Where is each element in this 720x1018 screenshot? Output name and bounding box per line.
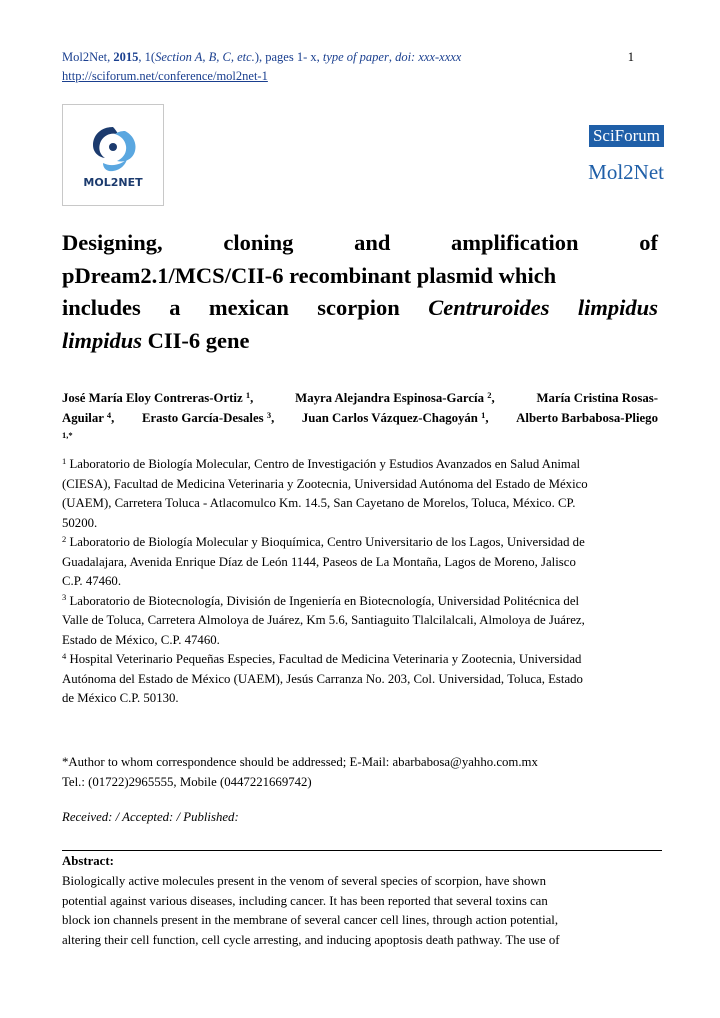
- logo-wordmark: MOL2NET: [83, 176, 143, 189]
- abstract-line: Biologically active molecules present in the venom of several species of scorpion, have shown: [62, 874, 547, 888]
- journal-citation-header: Mol2Net, 2015, 1(Section A, B, C, etc.), pages 1- x, type of paper, doi: xxx-xxxx 1: [62, 50, 634, 64]
- abstract-line: block ion channels present in the membrane of several cancer cell lines, through action potential,: [62, 913, 559, 927]
- mol2net-swirl-icon: [63, 105, 163, 205]
- affiliation-4: $^4$ Hospital Veterinario Pequeñas Especies, Facultad de Medicina Veterinaria y Zootecnia, Universidad: [62, 650, 582, 666]
- abstract-line: potential against various diseases, including cancer. It has been reported that several toxins can: [62, 893, 548, 908]
- author-name: Mayra Alejandra Espinosa-García: [295, 391, 484, 405]
- author-list: [62, 388, 658, 448]
- paper-title: [62, 227, 658, 357]
- journal-sections: Section A, B, C, etc.: [155, 50, 255, 64]
- journal-year: 2015: [113, 50, 139, 64]
- title-line-1: Designing, cloning and amplification of: [62, 230, 658, 255]
- page-number: 1: [627, 50, 634, 64]
- journal-volume: 1: [144, 50, 151, 64]
- mol2net-brand: Mol2Net: [588, 160, 664, 184]
- abstract-heading: Abstract:: [62, 854, 114, 868]
- species-genus: Centruroides: [428, 295, 550, 320]
- species-subspecies: limpidus: [62, 327, 143, 353]
- affiliations: $^1$ Laboratorio de Biología Molecular, Centro de Investigación y Estudios Avanzados en Salud Animal (CIESA), Facultad de Medicina Veterinaria y Zootecnia, Universidad Autónoma del Estado de México (UAEM), Carretera Toluca - Atlacomulco Km. 14.5, San Cayetano de Morelos, Toluca, México. CP. 50200. $^2$ Laboratorio de Biología Molecular y Bioquímica, Centro Universitario de los Lagos, Universidad de Guadalajara, Avenida Enrique Díaz de León 1144, Paseos de La Montaña, Lagos de Moreno, Jalisco C.P. 47460. $^3$ Laboratorio de Biotecnología, División de Ingeniería en Biotecnología, Universidad Politécnica del Valle de Toluca, Carretera Almoloya de Juárez, Km 5.6, Santiaguito Tlalcilalcali, Almoloya de Juárez, Estado de México, C.P. 47460. $^4$ Hospital Veterinario Pequeñas Especies, Facultad de Medicina Veterinaria y Zootecnia, Universidad Autónoma del Estado de México (UAEM), Jesús Carranza No. 203, Col. Universidad, Toluca, Estado de México C.P. 50130.: [62, 455, 658, 709]
- affiliation-3: $^3$ Laboratorio de Biotecnología, División de Ingeniería en Biotecnología, Universidad Politécnica del: [62, 592, 580, 608]
- journal-name: Mol2Net: [62, 50, 108, 64]
- author-name: Juan Carlos Vázquez-Chagoyán: [301, 411, 478, 425]
- affiliation-1: $^1$ Laboratorio de Biología Molecular, Centro de Investigación y Estudios Avanzados en Salud Animal: [62, 455, 581, 471]
- correspondence: [62, 753, 658, 792]
- species-epithet: limpidus: [577, 295, 658, 320]
- journal-doi: doi: xxx-xxxx: [395, 50, 462, 64]
- correspondence-phone: Tel.: (01722)2965555, Mobile (0447221669742): [62, 774, 312, 789]
- title-line-3: includes a mexican scorpion Centruroides limpidus: [62, 292, 658, 325]
- author-line-3: 1,*: [62, 429, 73, 440]
- correspondence-email: *Author to whom correspondence should be addressed; E-Mail: abarbabosa@yahho.com.mx: [62, 755, 538, 769]
- author-line-2: Aguilar $^4$, Erasto García-Desales $^3$, Juan Carlos Vázquez-Chagoyán $^1$, Alberto Barbabosa-Pliego: [62, 409, 658, 425]
- abstract-body: [62, 872, 627, 950]
- conference-url-link[interactable]: http://sciforum.net/conference/mol2net-1: [62, 69, 268, 83]
- author-name: Alberto Barbabosa-Pliego: [516, 411, 658, 425]
- section-divider: [62, 850, 662, 851]
- author-line-1: José María Eloy Contreras-Ortiz $^1$, Mayra Alejandra Espinosa-García $^2$, María Cristina Rosas-: [62, 389, 658, 405]
- mol2net-logo: [62, 104, 164, 206]
- affiliation-2: $^2$ Laboratorio de Biología Molecular y Bioquímica, Centro Universitario de los Lagos, Universidad de: [62, 533, 585, 549]
- publication-dates: Received: / Accepted: / Published:: [62, 810, 239, 824]
- title-line-2: pDream2.1/MCS/CII-6 recombinant plasmid which: [62, 262, 557, 288]
- abstract-line: altering their cell function, cell cycle arresting, and inducing apoptosis death pathway. The use of: [62, 932, 560, 947]
- journal-paper-type: type of paper: [322, 50, 389, 64]
- author-name: José María Eloy Contreras-Ortiz: [62, 391, 243, 405]
- sciforum-badge: SciForum: [589, 125, 664, 147]
- title-line-4: limpidus CII-6 gene: [62, 327, 250, 353]
- author-name: Erasto García-Desales: [141, 411, 264, 425]
- journal-pages: pages 1- x: [265, 50, 317, 64]
